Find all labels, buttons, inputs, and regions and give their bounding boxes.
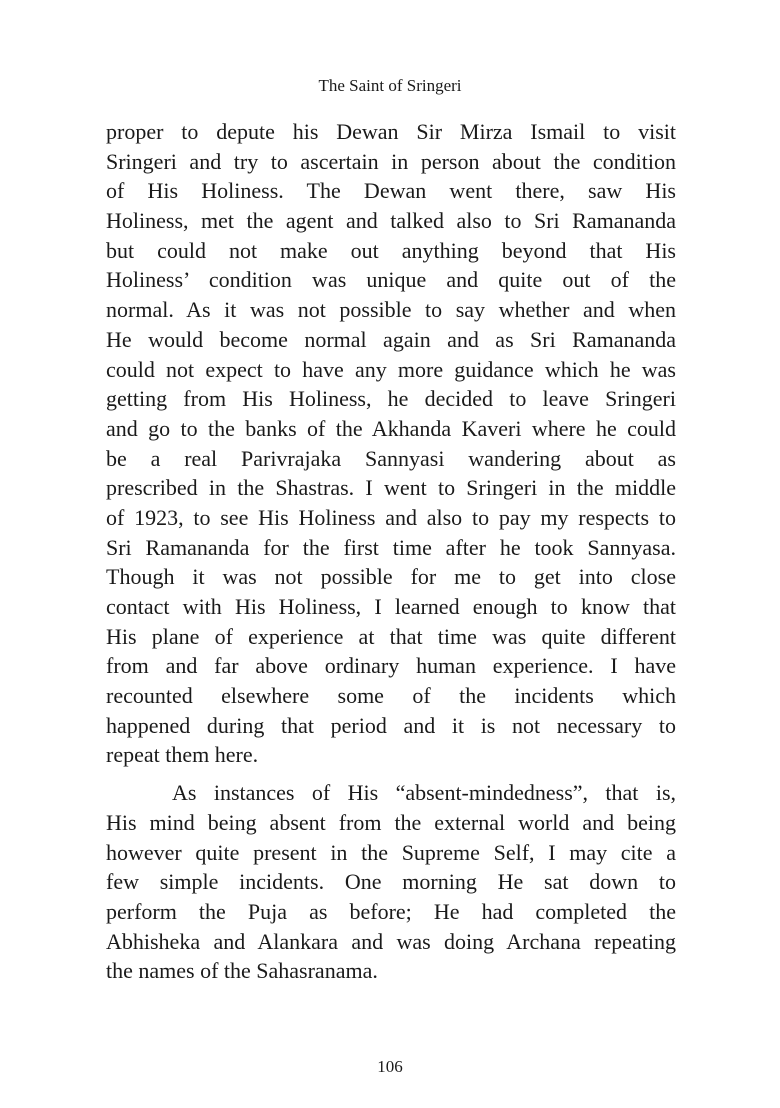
text-line: His mind being absent from the external world and being (106, 809, 676, 835)
text-line: and go to the banks of the Akhanda Kaveri where he could (106, 415, 676, 441)
page-number: 106 (377, 1057, 403, 1076)
text-line: Sringeri and try to ascertain in person about the condition (106, 148, 676, 174)
text-line: be a real Parivrajaka Sannyasi wandering about as (106, 445, 676, 471)
text-line: could not expect to have any more guidance which he was (106, 356, 676, 382)
text-line: Abhisheka and Alankara and was doing Archana repeating (106, 928, 676, 954)
body-text (106, 117, 676, 986)
text-line: recounted elsewhere some of the incidents which (106, 683, 676, 709)
text-line: normal. As it was not possible to say whether and when (106, 297, 676, 323)
paragraph-1 (106, 117, 676, 770)
text-line: happened during that period and it is not necessary to (106, 712, 676, 738)
text-line: but could not make out anything beyond that His (106, 237, 676, 263)
text-line: Holiness, met the agent and talked also to Sri Ramananda (106, 208, 676, 234)
text-line: repeat them here. (106, 742, 259, 768)
text-line: He would become normal again and as Sri Ramananda (106, 326, 676, 352)
text-line: Holiness’ condition was unique and quite out of the (106, 267, 676, 293)
text-line: prescribed in the Shastras. I went to Sringeri in the middle (106, 475, 676, 501)
text-line: getting from His Holiness, he decided to leave Sringeri (106, 386, 676, 412)
running-header: The Saint of Sringeri (318, 76, 462, 95)
text-line: His plane of experience at that time was quite different (106, 623, 676, 649)
text-line: few simple incidents. One morning He sat down to (106, 869, 676, 895)
text-line: however quite present in the Supreme Self, I may cite a (106, 839, 676, 865)
text-line: of 1923, to see His Holiness and also to pay my respects to (106, 504, 676, 530)
text-line: As instances of His “absent-mindedness”, that is, (172, 780, 676, 806)
text-line: perform the Puja as before; He had completed the (106, 898, 676, 924)
text-line: of His Holiness. The Dewan went there, saw His (106, 178, 676, 204)
text-line: Though it was not possible for me to get into close (106, 564, 676, 590)
paragraph-2 (106, 778, 676, 986)
paragraph-gap (106, 770, 676, 778)
text-line: the names of the Sahasranama. (106, 958, 378, 984)
text-line: from and far above ordinary human experience. I have (106, 653, 676, 679)
text-line: proper to depute his Dewan Sir Mirza Ismail to visit (106, 119, 676, 144)
text-line: contact with His Holiness, I learned enough to know that (106, 594, 676, 619)
text-line: Sri Ramananda for the first time after he took Sannyasa. (106, 534, 676, 560)
